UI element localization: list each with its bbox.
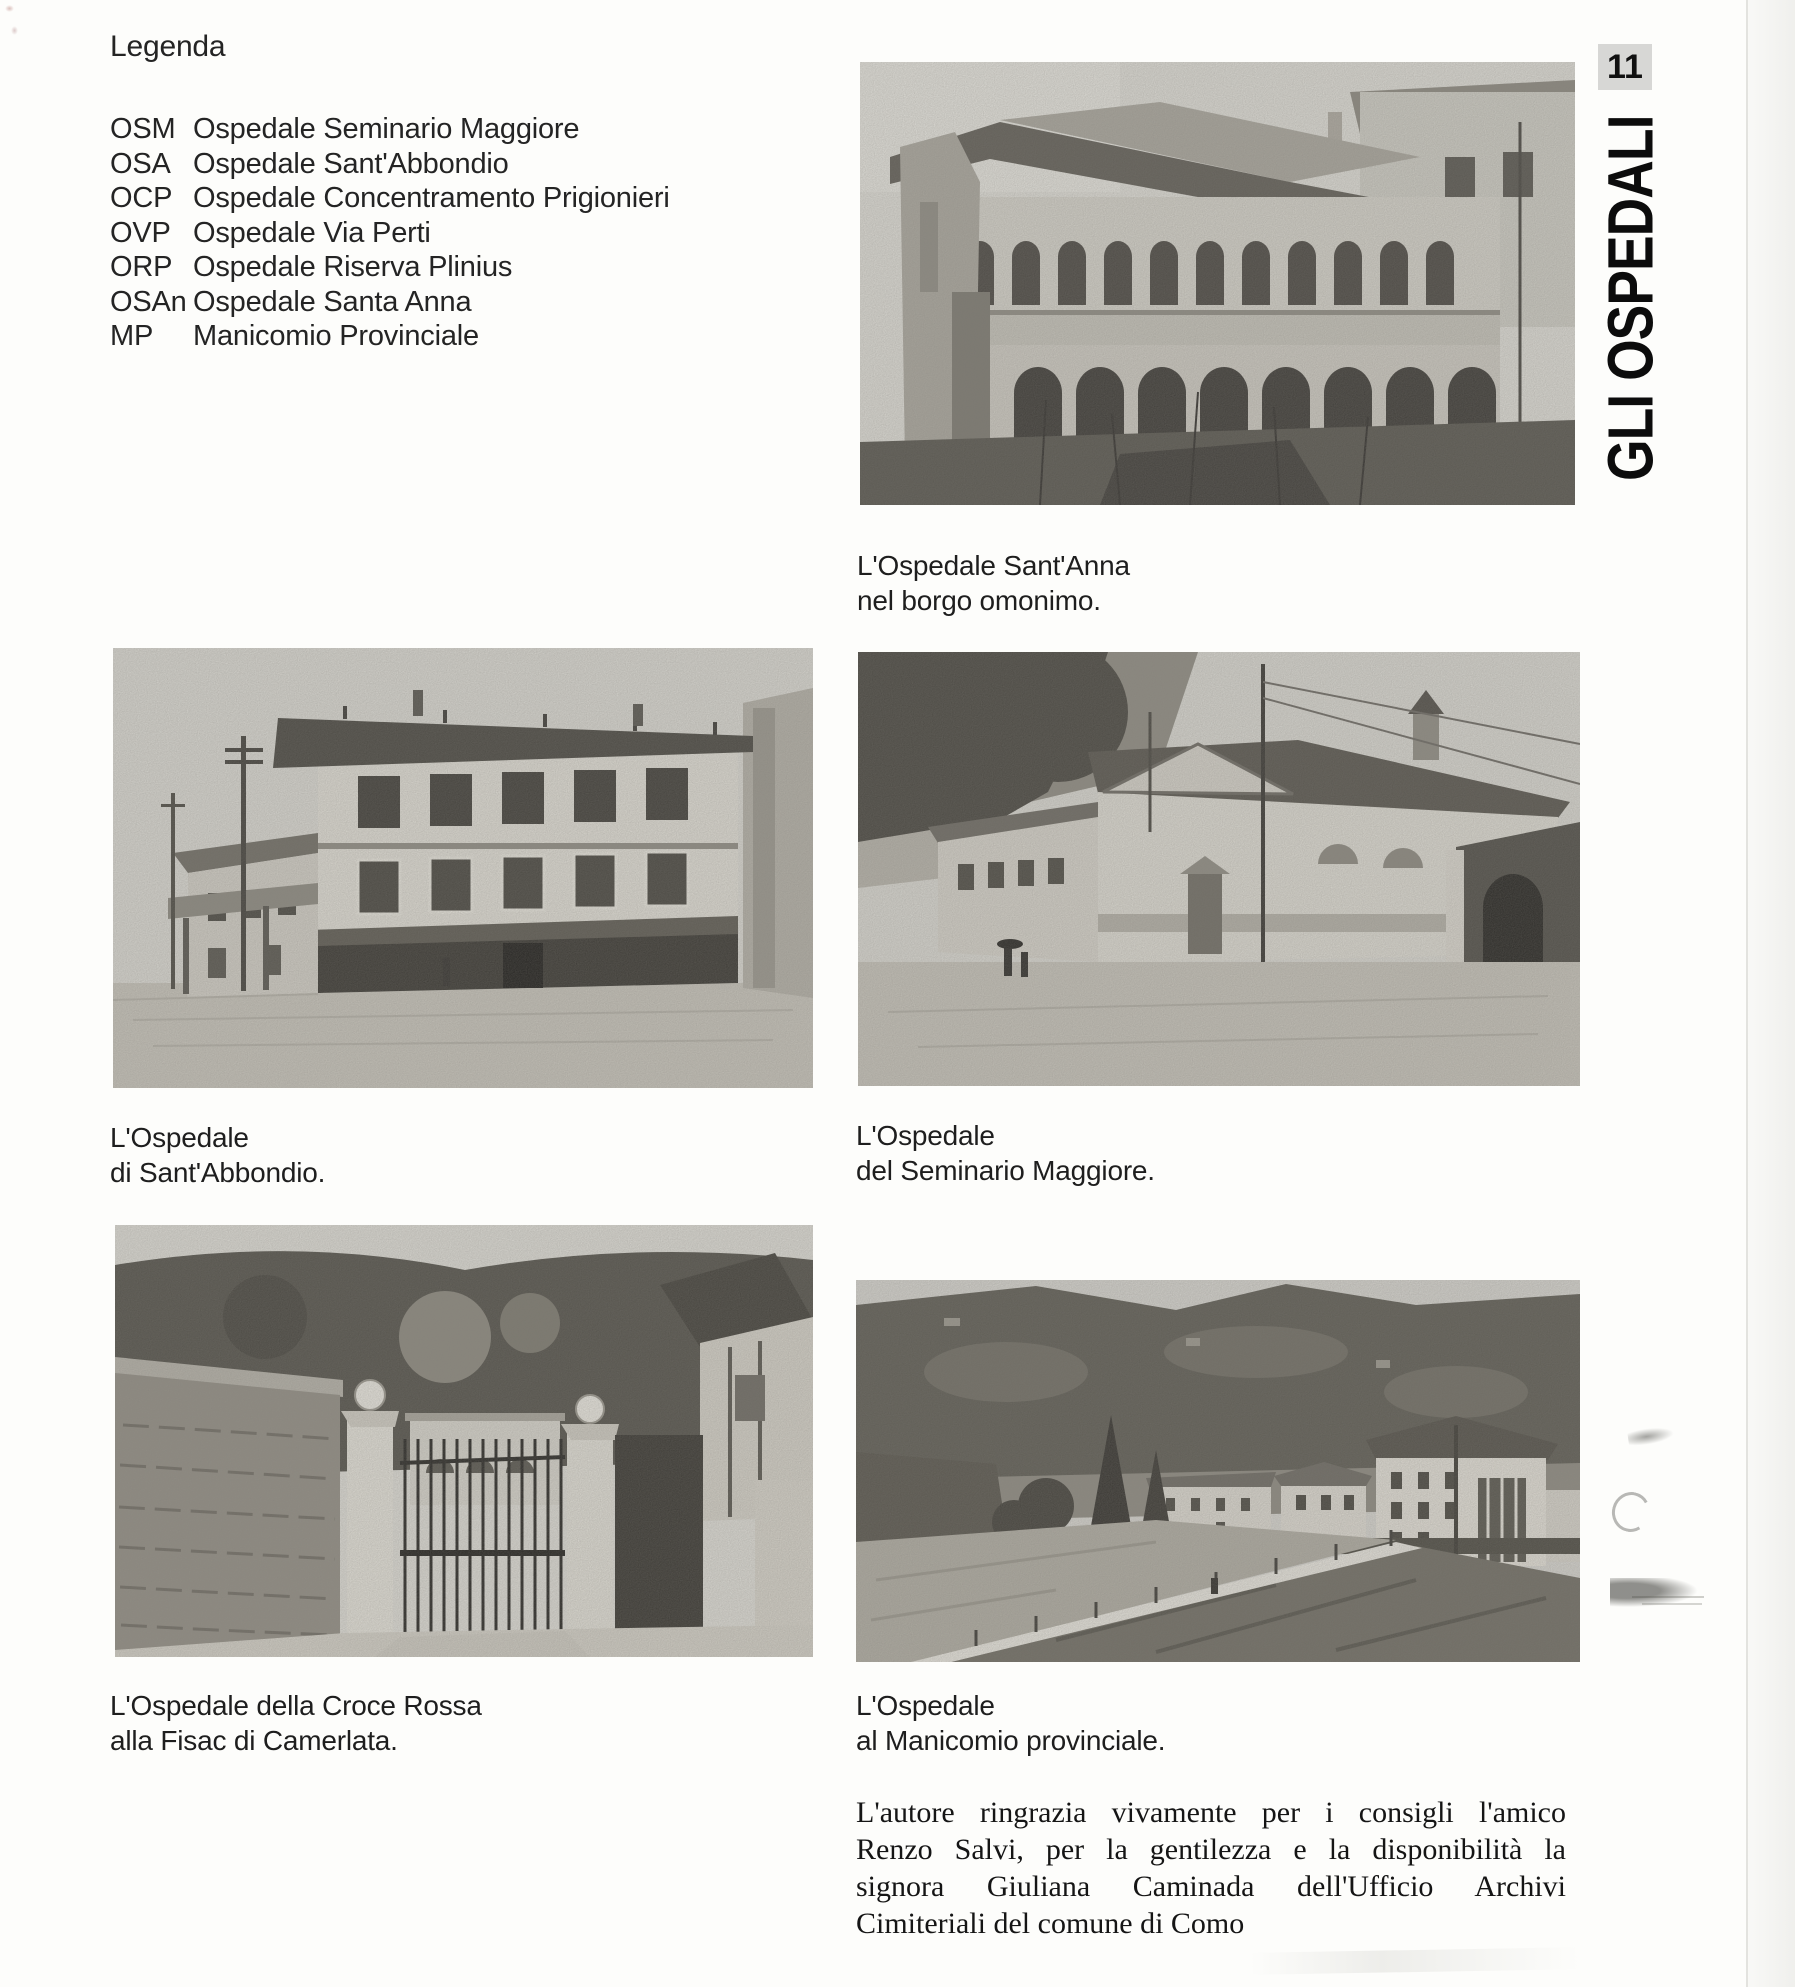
scan-artifact-speck [5,5,14,12]
legend-row [110,319,670,354]
legend-abbr: OVP [110,216,171,249]
legend [110,112,670,354]
legend-name: Ospedale Sant'Abbondio [193,147,509,180]
legend-abbr: OCP [110,182,173,214]
caption-sant-abbondio: L'Ospedale di Sant'Abbondio. [110,1122,326,1188]
acknowledgment-line: L'autore ringrazia vivamente per i consigli l'amico [856,1796,1566,1829]
legend-name: Ospedale Santa Anna [193,285,472,318]
legend-abbr: MP [110,320,154,352]
legend-row [110,285,670,320]
acknowledgment-line: Cimiteriali del comune di Como [856,1907,1245,1940]
scan-artifact-smudge [1610,1578,1710,1610]
caption-croce-rossa: L'Ospedale della Croce Rossa alla Fisac di Camerlata. [110,1690,482,1756]
figure-ospedale-manicomio [856,1280,1580,1662]
legend-abbr: ORP [110,251,173,283]
legend-row [110,181,670,216]
legend-name: Ospedale Seminario Maggiore [193,113,580,145]
caption-seminario-maggiore: L'Ospedale del Seminario Maggiore. [856,1120,1155,1186]
figure-ospedale-seminario-maggiore [858,652,1580,1086]
legend-abbr: OSAn [110,285,187,318]
scan-artifact-fold-line [1746,0,1748,1987]
legend-abbr: OSM [110,113,176,145]
acknowledgment-line: signora Giuliana Caminada dell'Ufficio Archivi [856,1870,1566,1903]
legend-name: Ospedale Concentramento Prigionieri [193,182,670,214]
figure-ospedale-sant-anna [860,62,1575,505]
figure-ospedale-sant-abbondio [113,648,813,1088]
legend-title: Legenda [110,30,226,63]
legend-name: Ospedale Via Perti [193,216,431,249]
legend-name: Ospedale Riserva Plinius [193,251,513,283]
photo-croce-rossa-image [115,1225,813,1657]
photo-sant-anna-image [860,62,1575,505]
scan-artifact-streak [1250,1947,1580,1975]
section-title-vertical: GLI OSPEDALI [1595,115,1667,481]
legend-row [110,147,670,182]
scan-artifact-smudge [1627,1425,1675,1447]
photo-sant-abbondio-image [113,648,813,1088]
scan-artifact-speck [11,26,18,35]
acknowledgment-line: Renzo Salvi, per la gentilezza e la disponibilità la [856,1833,1566,1866]
legend-row [110,112,670,147]
figure-ospedale-croce-rossa [115,1225,813,1657]
page-number-badge: 11 [1598,44,1652,90]
legend-name: Manicomio Provinciale [193,320,479,352]
legend-abbr: OSA [110,147,171,180]
scan-artifact-page-edge [1748,0,1795,1987]
acknowledgment-paragraph [856,1794,1566,1942]
scan-artifact-smudge [1607,1488,1654,1536]
caption-sant-anna: L'Ospedale Sant'Anna nel borgo omonimo. [857,550,1130,616]
caption-manicomio: L'Ospedale al Manicomio provinciale. [856,1690,1166,1756]
photo-manicomio-image [856,1280,1580,1662]
photo-seminario-maggiore-image [858,652,1580,1086]
legend-row [110,216,670,251]
legend-row [110,250,670,285]
